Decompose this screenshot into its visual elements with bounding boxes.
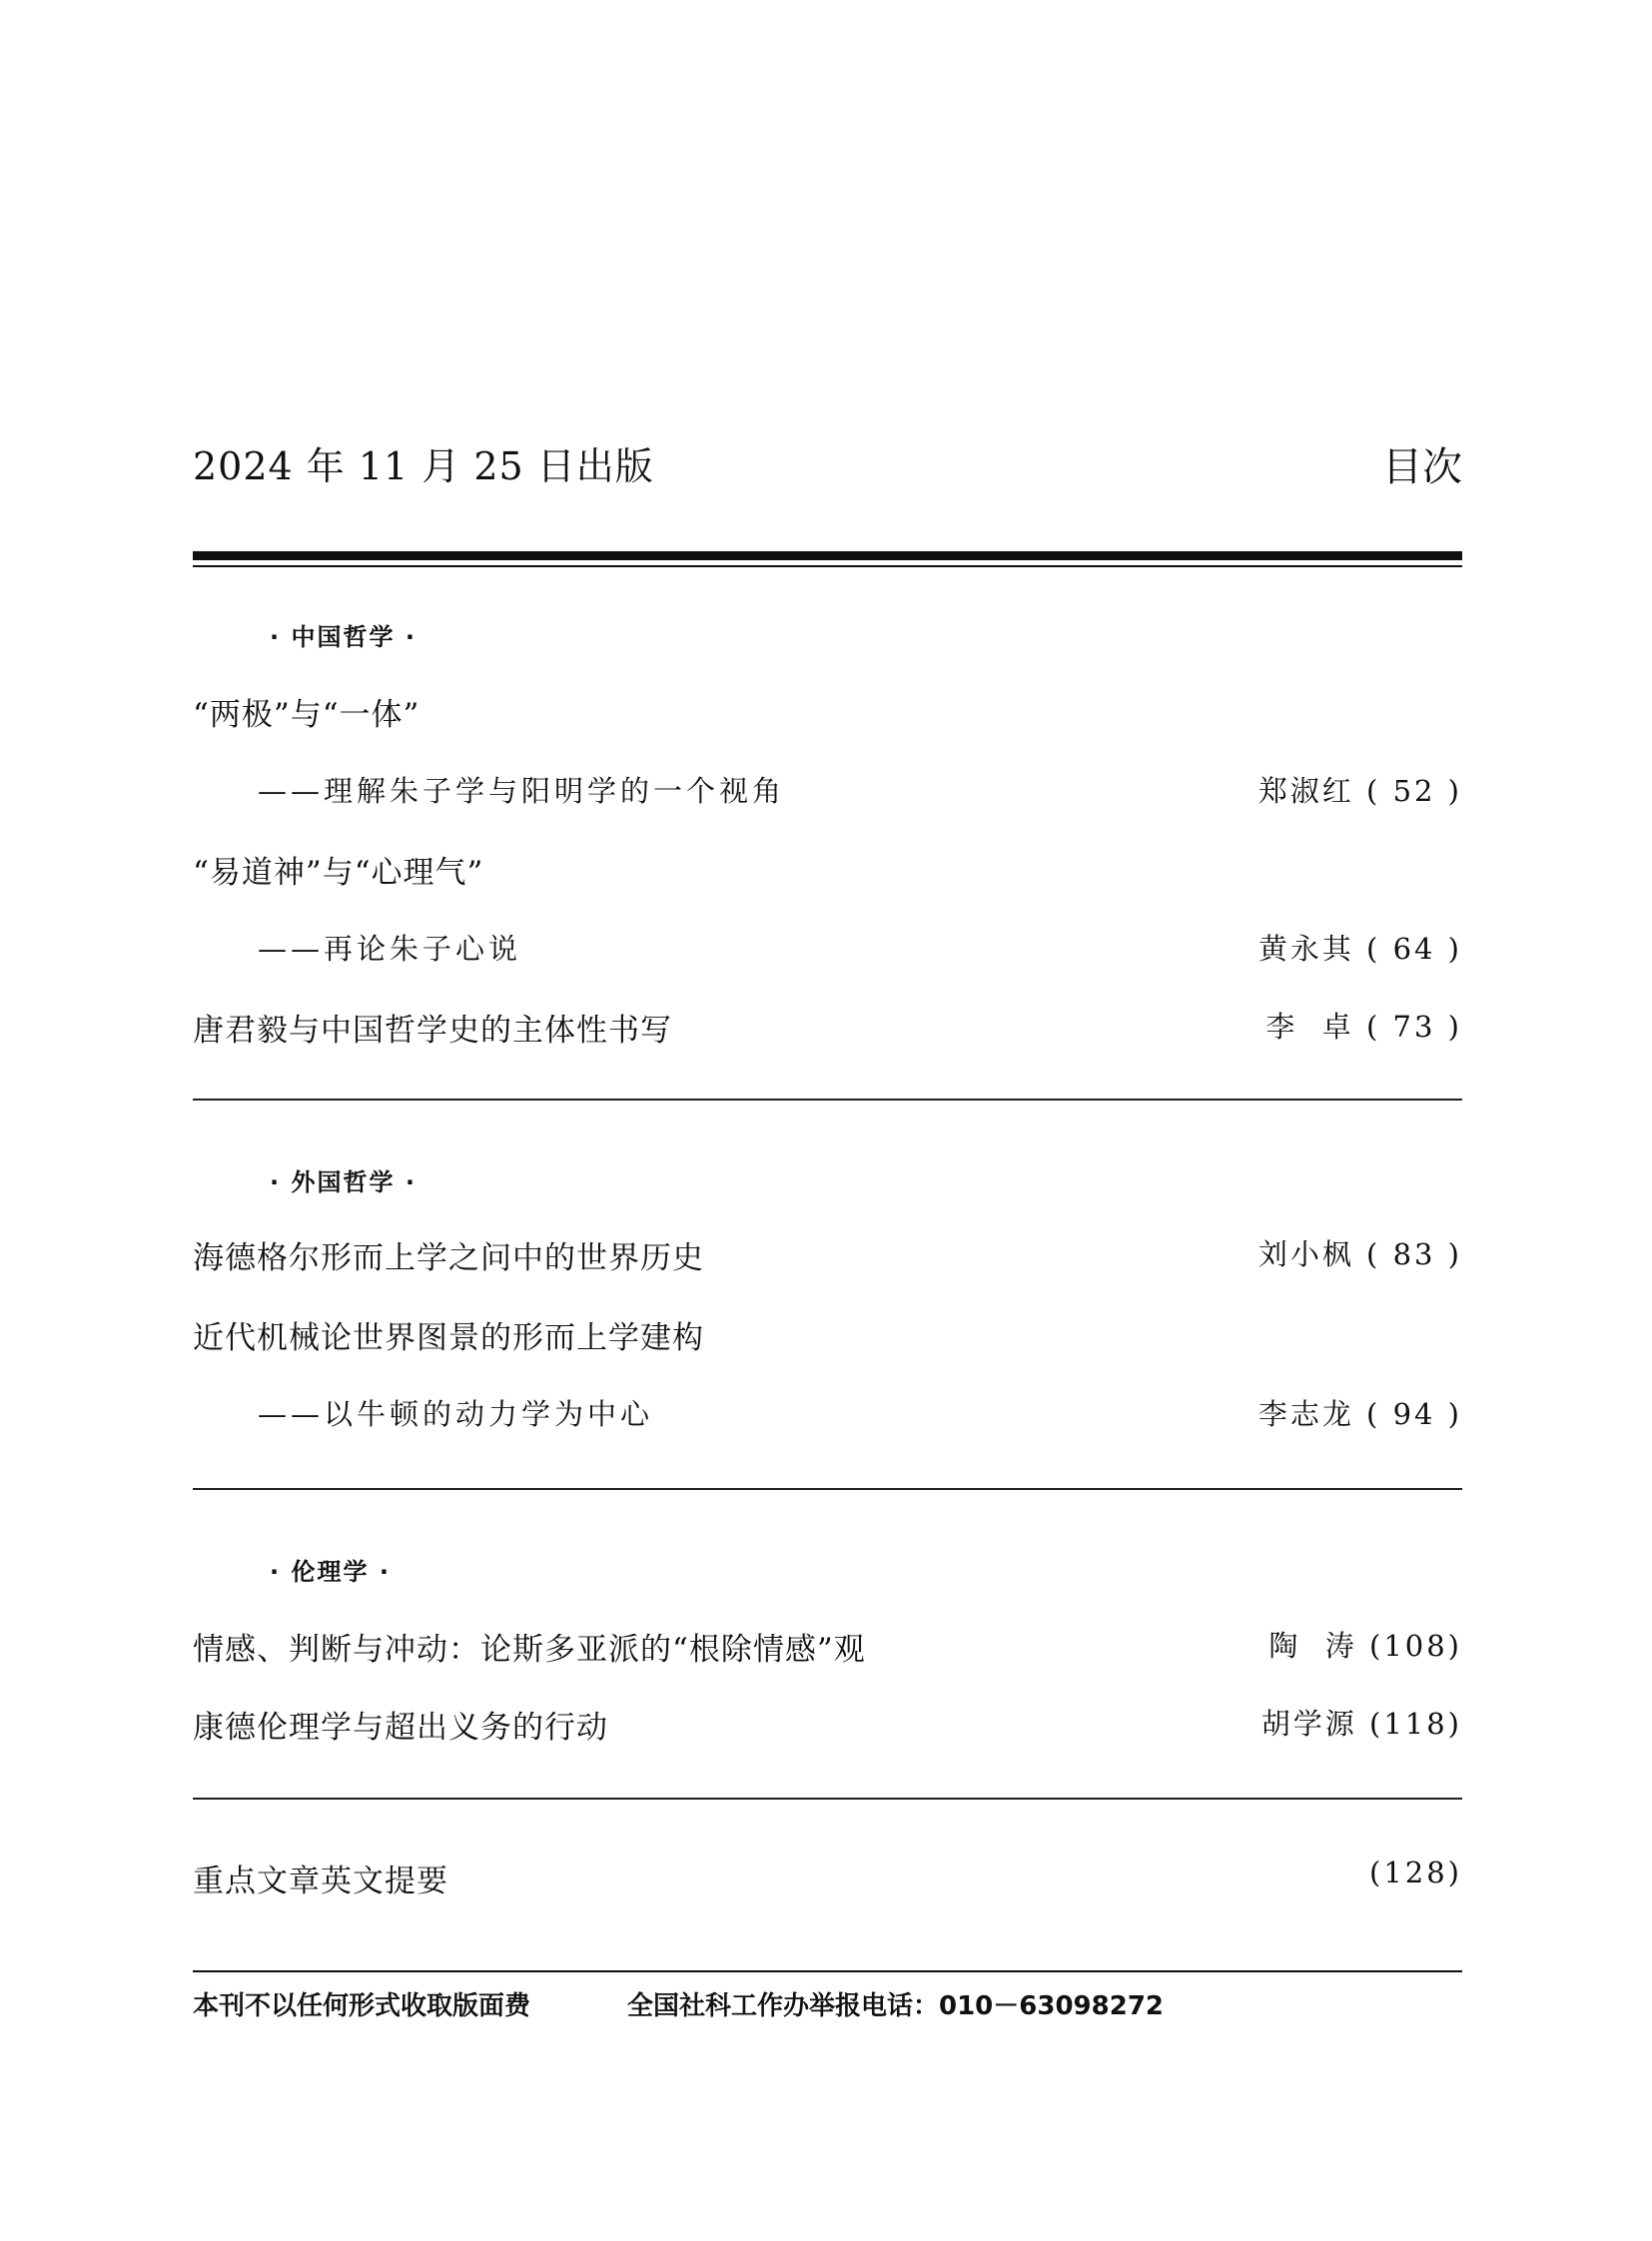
author-page: 胡学源 (118) bbox=[1260, 1707, 1462, 1741]
section-divider bbox=[193, 1488, 1462, 1490]
article-title: 康德伦理学与超出义务的行动 bbox=[193, 1710, 608, 1746]
article-subtitle: ——以牛顿的动力学为中心 bbox=[258, 1397, 654, 1431]
header-rule-thick bbox=[193, 551, 1462, 560]
author-page: 李 卓 ( 73 ) bbox=[1265, 1010, 1462, 1044]
section-divider bbox=[193, 1798, 1462, 1800]
footer-notice: 本刊不以任何形式收取版面费 bbox=[193, 1991, 531, 2021]
article-title: 情感、判断与冲动：论斯多亚派的“根除情感”观 bbox=[193, 1632, 866, 1668]
author-page: 陶 涛 (108) bbox=[1268, 1629, 1462, 1663]
publication-date: 2024 年 11 月 25 日出版 bbox=[193, 444, 654, 488]
section-heading: · 伦理学 · bbox=[270, 1558, 391, 1586]
article-title: “易道神”与“心理气” bbox=[193, 855, 484, 891]
footer-hotline: 全国社科工作办举报电话：010－63098272 bbox=[627, 1991, 1164, 2021]
article-subtitle: ——再论朱子心说 bbox=[258, 932, 522, 966]
toc-label: 目次 bbox=[1382, 444, 1462, 490]
article-title: “两极”与“一体” bbox=[193, 697, 420, 733]
author-page: 黄永其 ( 64 ) bbox=[1257, 932, 1462, 966]
author-page: 刘小枫 ( 83 ) bbox=[1257, 1237, 1462, 1271]
author-page: 郑淑红 ( 52 ) bbox=[1257, 774, 1462, 808]
abstracts-title: 重点文章英文提要 bbox=[193, 1864, 448, 1899]
abstracts-page: (128) bbox=[1369, 1856, 1462, 1889]
section-heading: · 外国哲学 · bbox=[270, 1168, 416, 1196]
section-heading: · 中国哲学 · bbox=[270, 623, 416, 651]
article-title: 海德格尔形而上学之问中的世界历史 bbox=[193, 1240, 704, 1276]
article-title: 唐君毅与中国哲学史的主体性书写 bbox=[193, 1013, 672, 1049]
section-divider bbox=[193, 1099, 1462, 1101]
article-subtitle: ——理解朱子学与阳明学的一个视角 bbox=[258, 774, 786, 808]
author-page: 李志龙 ( 94 ) bbox=[1257, 1397, 1462, 1431]
article-title: 近代机械论世界图景的形而上学建构 bbox=[193, 1320, 704, 1356]
header-rule-thin bbox=[193, 565, 1462, 567]
footer-rule bbox=[193, 1970, 1462, 1972]
